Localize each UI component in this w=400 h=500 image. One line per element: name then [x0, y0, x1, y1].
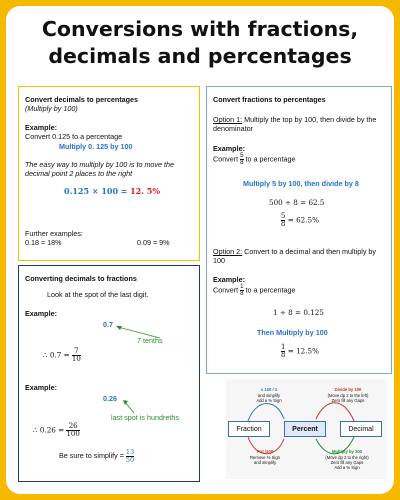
- page-title: Conversions with fractions, decimals and percentages: [41, 17, 359, 68]
- diagram-top-right-title: Divide by 100: [334, 387, 362, 392]
- box2-fraction: [240, 153, 243, 166]
- box3-ex1-num: 7: [74, 347, 79, 355]
- box3-example2-label: Example:: [25, 383, 57, 392]
- box2-example-label: Example:: [213, 144, 245, 153]
- box1-calc-left: 0.125 × 100 =: [64, 186, 128, 196]
- box3-example1-label: Example:: [25, 309, 57, 318]
- box3-ex1-den: 10: [71, 355, 81, 363]
- fractions-to-percentages-box: [206, 86, 392, 374]
- box2-heading: Convert fractions to percentages: [213, 95, 326, 104]
- box1-further-1: 0.18 = 18%: [25, 238, 62, 247]
- box2-option1: [213, 115, 385, 133]
- box3-ex1-fraction: [72, 348, 81, 363]
- diagram-top-right-sub: (Move dp 2 to the left) Zero fill any Gaps: [327, 393, 369, 403]
- box3-ex1-decimal: 0.7: [103, 320, 113, 329]
- diagram-bottom-left-title: Put /100: [256, 449, 274, 454]
- box3-ex2-num: 26: [68, 422, 78, 430]
- box3-simplify-fraction: [126, 449, 134, 463]
- box3-simplify-den: 50: [125, 455, 135, 464]
- box3-ex1-note: 7 tenths: [137, 336, 163, 345]
- box3-ex2-fraction: [66, 423, 79, 438]
- box2-option1-label: Option 1:: [213, 115, 243, 124]
- box1-calculation: [64, 187, 160, 196]
- box1-example-label: Example:: [25, 123, 57, 132]
- diagram-fraction-box: Fraction: [228, 421, 270, 437]
- box3-ex2-decimal: 0.26: [103, 394, 117, 403]
- decimals-to-fractions-box: [18, 265, 200, 482]
- box2-multiply-line: Multiply 5 by 100, then divide by 8: [243, 179, 359, 188]
- box1-example-text: Convert 0.125 to a percentage: [25, 132, 123, 141]
- diagram-bottom-left-sub: Remove % Sign and simplify: [249, 455, 281, 465]
- box3-ex1-eq-prefix: ∴ 0.7 =: [43, 350, 70, 360]
- box3-simplify-num: 13: [125, 448, 135, 456]
- box1-further-label: Further examples:: [25, 229, 83, 238]
- box2-convert-prefix: Convert: [213, 154, 239, 164]
- box3-ex2-note: last spot is hundreths: [111, 413, 179, 422]
- box2-calc4-fraction: [281, 344, 285, 359]
- box1-easy-way: The easy way to multiply by 100 is to move the decimal point 2 places to the right: [25, 160, 175, 178]
- box2-frac-den: 8: [240, 160, 244, 166]
- box2-frac-num: 5: [240, 153, 244, 159]
- box2-frac2-num: 1: [240, 284, 244, 290]
- box1-calc-result: 12. 5%: [130, 186, 160, 196]
- diagram-percent-box: Percent: [284, 421, 326, 437]
- box2-convert-suffix: to a percentage: [245, 154, 296, 164]
- box3-look-text: Look at the spot of the last digit.: [47, 290, 149, 299]
- box2-calc1: 500 ÷ 8 = 62.5: [269, 198, 325, 207]
- box2-option2: [213, 247, 385, 265]
- box2-then-line: Then Multiply by 100: [257, 328, 328, 337]
- box2-calc4: [281, 344, 319, 359]
- box3-heading: Converting decimals to fractions: [25, 274, 137, 283]
- conversion-diagram: [226, 379, 386, 479]
- box1-multiply-line: Multiply 0. 125 by 100: [59, 142, 133, 151]
- box3-ex2-equation: [33, 423, 80, 438]
- box3-ex1-equation: [43, 348, 81, 363]
- box2-calc2: [281, 213, 319, 228]
- box2-convert2-prefix: Convert: [213, 285, 239, 295]
- box2-calc3: 1 ÷ 8 = 0.125: [273, 308, 324, 317]
- diagram-top-left-title: x 100 / 1: [260, 387, 278, 392]
- box2-calc2-fraction: [281, 213, 285, 228]
- box1-heading: Convert decimals to percentages: [25, 95, 139, 104]
- box2-option2-label: Option 2:: [213, 247, 243, 256]
- box2-fraction2: [240, 284, 243, 297]
- box2-convert-line: [213, 153, 295, 166]
- box2-calc2-den: 8: [281, 220, 286, 228]
- diagram-top-left-sub: and simplify Add a % Sign: [256, 393, 282, 403]
- diagram-decimal-box: Decimal: [340, 421, 382, 437]
- diagram-bottom-right-title: Multiply by 100: [331, 449, 363, 454]
- box2-convert2-suffix: to a percentage: [245, 285, 296, 295]
- diagram-bottom-right-sub: (Move dp 2 to the right) Zero fill any Gaps Add a % Sign: [325, 455, 369, 470]
- box3-simplify: [59, 449, 134, 463]
- box2-calc4-suffix: = 12.5%: [287, 346, 319, 356]
- box1-further-2: 0.09 = 9%: [137, 238, 170, 247]
- box2-convert2-line: [213, 284, 295, 297]
- box3-simplify-prefix: Be sure to simplify =: [59, 450, 124, 460]
- decimals-to-percentages-box: [18, 86, 200, 261]
- worksheet: [6, 6, 394, 494]
- box2-calc4-den: 8: [281, 351, 286, 359]
- box2-calc2-num: 5: [281, 212, 286, 220]
- box2-frac2-den: 8: [240, 291, 244, 297]
- box3-ex2-den: 100: [66, 430, 80, 438]
- box2-calc4-num: 1: [281, 343, 286, 351]
- box2-calc2-suffix: = 62.5%: [287, 215, 319, 225]
- box2-example2-label: Example:: [213, 275, 245, 284]
- box3-ex2-eq-prefix: ∴ 0.26 =: [33, 425, 65, 435]
- box2-option2-text: Convert to a decimal and then multiply by 100: [213, 247, 377, 265]
- box1-hint: (Multiply by 100): [25, 104, 78, 113]
- box2-option1-text: Multiply the top by 100, then divide by the denominator: [213, 115, 377, 133]
